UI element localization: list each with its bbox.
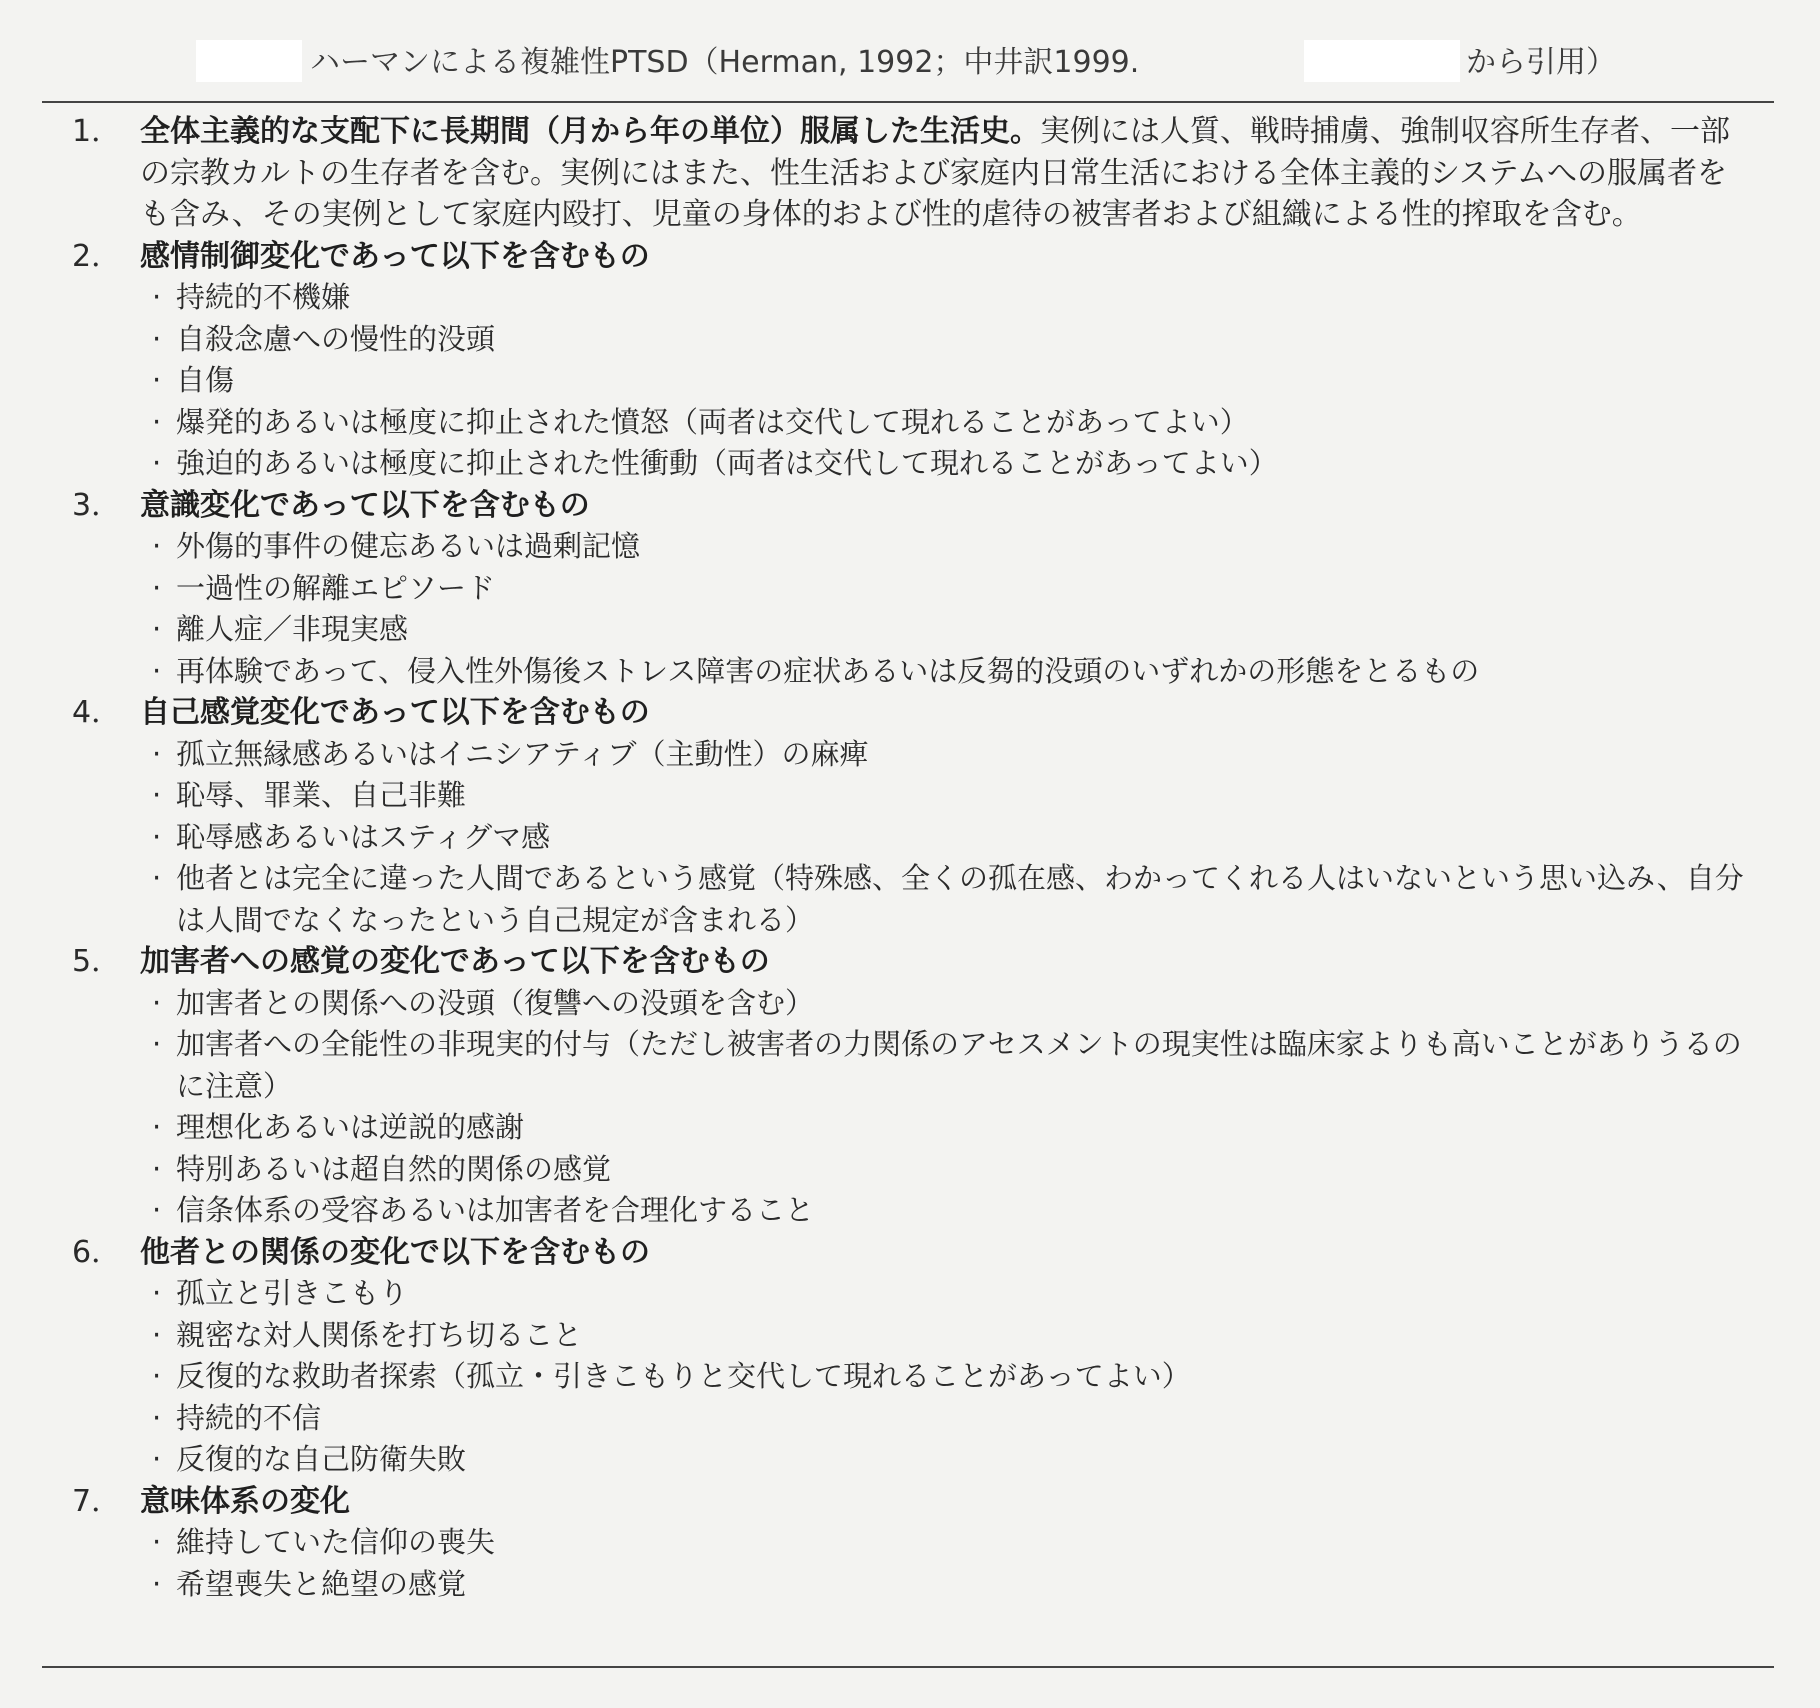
symptom-list-item: [72, 277, 1752, 319]
symptom-text: 強迫的あるいは極度に抑止された性衝動（両者は交代して現れることがあってよい）: [176, 446, 1278, 480]
criterion-title: 自己感覚変化であって以下を含むもの: [140, 695, 650, 730]
criterion-heading: [72, 1481, 1752, 1523]
symptom-list-item: [72, 1273, 1752, 1315]
criterion-section: [72, 941, 1752, 1232]
bullet-dot: ·: [152, 1151, 162, 1186]
symptom-text: 他者とは完全に違った人間であるという感覚（特殊感、全くの孤在感、わかってくれる人はいないという思い込み、自分は人間でなくなったという自己規定が含まれる）: [176, 861, 1744, 937]
bullet-dot: ·: [152, 736, 162, 771]
bullet-dot: ·: [152, 404, 162, 439]
symptom-text: 理想化あるいは逆説的感謝: [176, 1110, 525, 1144]
symptom-text: 孤立と引きこもり: [176, 1276, 409, 1310]
bullet-dot: ·: [152, 612, 162, 646]
symptom-list-item: [72, 526, 1752, 568]
bullet-dot: ·: [152, 529, 162, 563]
bullet-dot: ·: [152, 985, 162, 1020]
criterion-title: 意識変化であって以下を含むもの: [140, 487, 590, 523]
criterion-heading: [72, 236, 1752, 278]
caption-text: ハーマンによる複雑性PTSD（Herman, 1992；中井訳1999.: [310, 45, 1140, 80]
symptom-text: 孤立無縁感あるいはイニシアティブ（主動性）の麻痺: [176, 736, 869, 771]
criterion-number: 7．: [72, 1483, 122, 1519]
symptom-list-item: [72, 1356, 1752, 1398]
criterion-title: 加害者への感覚の変化であって以下を含むもの: [140, 944, 770, 979]
criterion-number: 1．: [72, 114, 122, 149]
symptom-list-item: [72, 1024, 1752, 1107]
top-rule: [42, 101, 1774, 103]
table-caption: [0, 40, 1820, 86]
criterion-section: [72, 485, 1752, 693]
symptom-text: 維持していた信仰の喪失: [176, 1525, 496, 1559]
criterion-title: 意味体系の変化: [140, 1483, 350, 1519]
bullet-dot: ·: [152, 819, 162, 854]
bullet-dot: ·: [152, 321, 162, 356]
bullet-dot: ·: [152, 861, 162, 895]
bullet-dot: ·: [152, 446, 162, 480]
bullet-dot: ·: [152, 1027, 162, 1061]
symptom-list-item: [72, 983, 1752, 1025]
symptom-text: 恥辱、罪業、自己非難: [176, 778, 467, 812]
bullet-dot: ·: [152, 1525, 162, 1559]
criterion-heading: [72, 941, 1752, 983]
criteria-list: [72, 111, 1752, 1605]
symptom-text: 信条体系の受容あるいは加害者を合理化すること: [176, 1193, 815, 1227]
symptom-list-item: [72, 1398, 1752, 1440]
criterion-heading: [72, 111, 1752, 236]
criterion-number: 2．: [72, 238, 122, 274]
criterion-heading: [72, 485, 1752, 527]
criterion-title: 感情制御変化であって以下を含むもの: [140, 238, 650, 274]
symptom-text: 特別あるいは超自然的関係の感覚: [176, 1151, 612, 1186]
symptom-text: 再体験であって、侵入性外傷後ストレス障害の症状あるいは反芻的没頭のいずれかの形態をとるもの: [176, 653, 1480, 688]
symptom-list-item: [72, 1149, 1752, 1191]
symptom-list-item: [72, 1522, 1752, 1564]
criterion-heading: [72, 1232, 1752, 1274]
criterion-number: 6．: [72, 1234, 122, 1270]
symptom-list-item: [72, 1107, 1752, 1149]
criterion-title: 他者との関係の変化で以下を含むもの: [140, 1234, 650, 1270]
symptom-text: 加害者との関係への没頭（復讐への没頭を含む）: [176, 985, 815, 1020]
symptom-list-item: [72, 1315, 1752, 1357]
symptom-list-item: [72, 1439, 1752, 1481]
caption-suffix: から引用）: [1466, 45, 1616, 80]
bullet-dot: ·: [152, 1276, 162, 1310]
symptom-list-item: [72, 402, 1752, 444]
symptom-list-item: [72, 651, 1752, 693]
criterion-heading: [72, 692, 1752, 734]
criterion-body: 実例には人質、戦時捕虜、強制収容所生存者、一部の宗教カルトの生存者を含む。実例にはまた、性生活および家庭内日常生活における全体主義的システムへの服属者をも含み、その実例として家庭内殴打、児童の身体的および性的虐待の被害者および組織による性的搾取を含む。: [140, 114, 1730, 232]
symptom-text: 爆発的あるいは極度に抑止された憤怒（両者は交代して現れることがあってよい）: [176, 404, 1249, 439]
bullet-dot: ·: [152, 1359, 162, 1393]
symptom-text: 自殺念慮への慢性的没頭: [176, 321, 496, 356]
criterion-section: [72, 1481, 1752, 1606]
bullet-dot: ·: [152, 570, 162, 605]
criterion-number: 5．: [72, 944, 122, 979]
symptom-list-item: [72, 1564, 1752, 1606]
criterion-title: 全体主義的な支配下に長期間（月から年の単位）服属した生活史。: [140, 114, 1040, 149]
symptom-list-item: [72, 775, 1752, 817]
bullet-dot: ·: [152, 1442, 162, 1476]
symptom-text: 希望喪失と絶望の感覚: [176, 1566, 467, 1601]
bullet-dot: ·: [152, 1317, 162, 1352]
bullet-dot: ·: [152, 1400, 162, 1435]
symptom-text: 持続的不機嫌: [176, 280, 351, 314]
symptom-list-item: [72, 858, 1752, 941]
symptom-list-item: [72, 443, 1752, 485]
bullet-dot: ·: [152, 363, 162, 397]
criterion-number: 4．: [72, 695, 122, 730]
bullet-dot: ·: [152, 1110, 162, 1144]
symptom-text: 一過性の解離エピソード: [176, 570, 496, 605]
symptom-text: 加害者への全能性の非現実的付与（ただし被害者の力関係のアセスメントの現実性は臨床家よりも高いことがありうるのに注意）: [176, 1027, 1742, 1103]
bullet-dot: ·: [152, 280, 162, 314]
criterion-number: 3．: [72, 487, 122, 523]
symptom-text: 親密な対人関係を打ち切ること: [176, 1317, 583, 1352]
symptom-list-item: [72, 1190, 1752, 1232]
bullet-dot: ·: [152, 1566, 162, 1601]
bottom-rule: [42, 1666, 1774, 1668]
symptom-text: 反復的な救助者探索（孤立・引きこもりと交代して現れることがあってよい）: [176, 1359, 1191, 1393]
bullet-dot: ·: [152, 653, 162, 688]
symptom-list-item: [72, 319, 1752, 361]
symptom-list-item: [72, 734, 1752, 776]
bullet-dot: ·: [152, 1193, 162, 1227]
symptom-list-item: [72, 360, 1752, 402]
criterion-section: [72, 111, 1752, 236]
symptom-text: 反復的な自己防衛失敗: [176, 1442, 467, 1476]
symptom-list-item: [72, 568, 1752, 610]
bullet-dot: ·: [152, 778, 162, 812]
criterion-section: [72, 1232, 1752, 1481]
symptom-list-item: [72, 609, 1752, 651]
symptom-text: 持続的不信: [176, 1400, 322, 1435]
symptom-text: 自傷: [176, 363, 235, 397]
criterion-section: [72, 236, 1752, 485]
symptom-text: 恥辱感あるいはスティグマ感: [176, 819, 551, 854]
symptom-list-item: [72, 817, 1752, 859]
symptom-text: 離人症／非現実感: [176, 612, 409, 646]
symptom-text: 外傷的事件の健忘あるいは過剰記憶: [176, 529, 641, 563]
criterion-section: [72, 692, 1752, 941]
